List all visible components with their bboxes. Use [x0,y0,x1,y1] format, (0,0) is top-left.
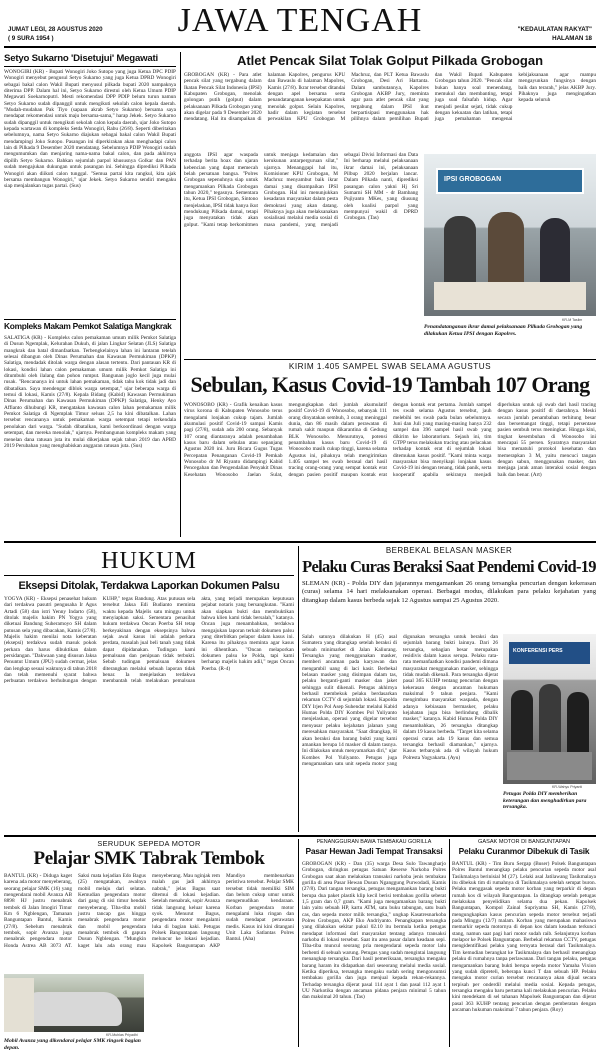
article-headline: Kompleks Makam Pemkot Salatiga Mangkrak [4,321,172,331]
article-body: WONOSOBO (KR) - Grafik kenaikan kasus virus korona di Kabupaten Wonosobo terus mengalami lonjakan cukup tajam. Jumlah akumulasi positif Covid-19 sampai Kamis pagi (27/8), sudah ada 200 orang. Sebanyak 107 orang diantaranya adalah penambahan kasus baru dalam sebulan atau sepanjang Agustus 2020 ini. Juru Bicara Gugus Tugas Percepatan Penanganan Covid-19 Pemkab Wonosobo dr M Riyanto didampingi Kabid Pencegahan dan Pengendalian Penyakit Dinas Kesehatan Wonosobo Jaelan Sulat, mengungkapkan dari jumlah akumulatif positif Covid-19 di Wonosobo, sebanyak 111 orang dinyatakan sembuh, 3 orang meninggal dunia, dan 86 masih dalam perawatan di rumah sakit maupun dikarantina di Gedung BLK Wonosobo. Menurutnya, potensi penambahan kasus baru Covid-19 di Wonosobo masih cukup tinggi, karena selama Agustus ini, pihaknya telah mengirimkan 1.405 sampel tes swab berasal dari hasil tracing orang-orang yang sempat kontak erat dengan pasien positif maupun kontak erat dengan kontak erat pertama. Jumlah sampel tes swab selama Agustus tersebut, jauh melebihi tes swab pada bulan sebelumnya. Juni dan Juli yang masing-masing hanya 232 sampel dan 396 sampel hasil swab yang dikirim ke laboratorium. Sejauh ini, tim GTPP terus melakukan tracing atau pelacakan terhadap kontak erat di sejumlah lokasi ditemukan kasus positif. "Kami minta warga masyarakat bisa menyikapi lonjakan kasus Covid-19 ini dengan tenang, tidak panik, serta kooperatif apabila sekiranya menjadi diperlukan untuk uji swab dari hasil tracing dengan kasus positif di daerahnya. Meski secara jumlah penambahan terhitung besar dan bersemangat tinggi, tetapi persentase pasien sembuh terus meningkat. Hingga kini, tingkat kesembuhan di Wonosobo ini mencapai 55 persen. Syaratnya masyarakat bisa mematuhi protokol kesehatan dan memerapkan 3 M, yaitu mencuci tangan dengan sabun, menggunakan masker, dan menjaga jarak aman interaksi sosial dengan baik dan benar. (Art) [184,402,596,478]
edition-date: JUMAT LEGI, 28 AGUSTUS 2020 [8,26,103,33]
article-headline: Eksepsi Ditolak, Terdakwa Laporkan Dokumen Palsu [18,580,280,592]
kicker: BERBEKAL BELASAN MASKER [385,546,513,555]
article-headline: Setyo Sukarno 'Disetujui' Megawati [4,53,158,64]
masthead-rule [4,46,596,48]
article-headline: Pelaku Curas Beraksi Saat Pendemi Covid-19 [302,557,596,576]
person-figure [488,212,524,288]
slogan: "KEDAULATAN RAKYAT" [517,26,592,33]
article-body: SALATIGA (KR) - Kompleks calon pemakaman umum milik Pemkot Salatiga di Dusun Ngemplak, Kelurahan Dukuh, di jalan Lingkar Selatan (JLS) Salatiga mangkrak dan batal dimanfaatkan. Terbengkelainya lahan ini lantaran tetelah selesai dibangun oleh Dinas Perumahan dan Kawasan Permukiman (DPKP) Salatiga, mendadak ditolak warga dengan alasan tertentu. Dari pantauan KR di lokasi, kondisi lahan calon pemakaman umum milik Pemkot Salatiga ini ditumbuhi oleh ilalang dan pohon rumput. Bangunan joglo kecil juga mulai rusak. "Rencananya ini untuk lahan pemakaman, tidak tahu kok tidak jadi dan dibatalkan. Saya mendengar diblok warga setempat," ujar beberapa warga di temui di lokasi, Kamis (27/8). Kepala Bidang (Kabid) Kawasan Permukiman Dinas Perumahan dan Kawasan Permukiman (DPKP) Salatiga, Henky Ayo Affianto dihubungi KR, mengatakan kawasan calon lahan pemakaman milik Pemkot Salatiga di Ngemplak Timur seluas 2,5 ha kini dibatalkan. Lahan tersebut rencananya untuk pemakaman warga setempat tetapi terkendala penolakan dari warga. "Sudah dibatalkan, kami berkoordinasi dengan warga setempat, dan mereka menolak," ujarnya. Pembangunan kompleks makam yang menelan dana ratusan juta itu mulai dikerjakan sejak tahun 2019 dan APBD 2019 Perubahan yang menghabiskan anggaran ratusan juta. (Sus) [4,335,176,449]
car-shape [26,992,122,1026]
divider [184,359,596,360]
divider [4,319,176,320]
photo-grobogan [424,154,596,316]
kicker: KIRIM 1.405 SAMPEL SWAB SELAMA AGUSTUS [288,362,492,371]
banner-text: KONFERENSI PERS [513,648,563,654]
page-number: HALAMAN 18 [552,35,592,42]
kicker: SERUDUK SEPEDA MOTOR [97,839,201,848]
person-figure [567,692,589,752]
article-lead: SLEMAN (KR) - Polda DIY dan jajarannya mengamankan 26 orang tersangka pencurian dengan kekerasan (curas) selama 14 hari melaksanakan operasi. Berbagai modus, dilakukan para pelaku kejahatan yang ditangkap dalam kasus berbeda sejak 12 Agustus sampai 25 Agustus 2020. [302,580,596,604]
section-banner: HUKUM [4,546,294,576]
article-setyo [4,52,176,317]
article-body: BANTUL (KR) - Tim Buru Sergap (Buser) Polsek Banguntapan Polres Bantul menangkap pelaku pencurian sepeda motor asal Tasikmalaya berinisial M (27). Lelaki asal Jatilawang Tasikmalaya itu dibekuk tim di rumahnya di Tasikmalaya setelah sempat buron. Pelaku menggasak sepeda motor korban yang terparkir di depan rumah kos di wilayah Banguntapan. Ia ditangkap setelah petugas melakukan penyelidikan selama dua pekan. Kapolsek Banguntapan, Kompol Zainal Supriyatna SH, Kamis (27/8), mengungkapkan kasus pencurian sepeda motor tersebut terjadi pada Minggu (12/7) malam. Korban yang merupakan mahasiswa memarkir sepeda motornya di depan kos dalam keadaan terkunci stang, namun saat pagi hari motor sudah raib. Selanjutnya korban melapor ke Polsek Banguntapan. Berbekal rekaman CCTV, petugas mengidentifikasi pelaku yang ternyata berasal dari Tasikmalaya. Tim kemudian berangkat ke Tasikmalaya dan berhasil menangkap pelaku di rumahnya tanpa perlawanan. Dari tangan pelaku, petugas mengamankan barang bukti berupa sepeda motor Yamaha Vixion yang sudah dipreteli, beberapa kunci T dan sebuah HP. Pelaku mengaku motor curian tersebut rencananya akan dijual secara terpisah per onderdil melalui media sosial. Kepada petugas, tersangka mengaku baru pertama kali melakukan pencurian. Pelaku kini mendekam di sel tahanan Mapolsek Banguntapan dan dijerat pasal 363 KUHP tentang pencurian dengan pemberatan dengan ancaman hukuman maksimal 7 tahun penjara. (Roy) [452,861,596,1013]
article-hewan [302,839,446,1047]
article-hukum [4,546,294,832]
person-figure [539,684,561,752]
photo-caption: Mobil Avanza yang dikendarai pelajar SMK ringsek bagian depan. [4,1038,141,1050]
photo-credit: KR-M Taslim [562,318,583,322]
article-grobogan [184,52,596,357]
table [507,752,592,780]
article-smk [4,839,294,1050]
masthead [0,0,600,58]
article-sleman [302,546,596,832]
article-makam [4,322,176,537]
article-covid [184,362,596,540]
photo-sleman [503,634,596,784]
photo-caption: Penandatanganan ikrar damai pelaksanaan Pilkada Grobogan yang dilakukan Ketua IPSI dengan Kapolres. [424,324,583,337]
article-body: GROBOGAN (KR) - Para atlet pencak silat yang tergabung dalam Ikatan Pencak Silat Indonesia (IPSI) Kabupaten Grobogan, menolak golongan putih (golput) dalam pelaksanaan Pilkada Grobogan yang akan digelar pada 9 Desember 2020 mendatang. Hal itu disampaikan di halaman Kapolres, pengurus KPU dan Bawaslu di halaman Mapolres, Kamis (27/8). Ikrar tersebut ditandai dengan apel bersama serta penandatanganan kesepakatan untuk menolak golput. Selain Kapolres, hadir dalam kegiatan tersebut perwakilan KPU Grobogan M Machruz, dan PLT Ketua Bawaslu Grobogan, Desi Ari Hartanta. Dalam sambutannya, Kapolres Grobogan AKBP Jury, meminta agar para atlet pencak silat yang tergabung dalam IPSI ikut berpartisipasi menggunakan hak pilihnya dalam pemilihan Bupati dan Wakil Bupati Kabupaten Grobogan tahun 2020. "Pencak silat bukan hanya soal menendang, memukul dan membanting, tetapi juga soal falsafah hidup. Agar menjadi pesilat sejati, tidak cukup dengan kekuatan dan latihan, tetapi juga pemahaman mengenai kebijaksanaan agar mampu mengayunkan fungsinya dengan baik dan terarah," jelas AKBP Jury. Pihaknya juga mengingatkan kepada seluruh [184,72,596,123]
column-divider [180,52,181,537]
photo-credit: KR-Muhlas Priyadhi [106,1033,138,1037]
column-divider [298,839,299,1047]
article-body: GROBOGAN (KR) - Dan (35) warga Desa Sulo Tawangharjo Grobogan, diringkus petugas Satuan Reserse Narkoba Polres Grobogan saat akan melakukan transaksi narkoba jenis tembakau gorilla di area Pasar Hewan Dusun Nganggung Purwodadi, Kamis (27/8). Dari tangan tersangka, petugas mengamankan barang bukti berupa dua paket plastik klip kecil berisi tembakau gorilla seberat 1,5 gram dan 0,7 gram. "Kami juga mengamankan barang bukti lain yaitu sebuah HP, kartu ATM, satu buku tabungan, satu buah cas, dan sepeda motor milik tersangka," ungkap Kasatresnarkoba Polres Grobogan, AKP Eko Andriyanto. Penangkapan tersangka yang dilakukan sekitar pukul 02.10 itu bermula ketika petugas mendapat informasi dari masyarakat tentang adanya transaksi narkoba di lokasi tersebut. Saat itu area pasar dalam keadaan sepi. Tiba-tiba muncul seorang pria mengendarai sepeda motor lalu berhenti di sebuah warung. Petugas yang sudah mengintai langsung menangkap tersangka. Dari hasil pemeriksaan, tersangka mengaku barang haram itu didapatkan dari seseorang melalui media sosial. Ketika diperiksa, tersangka mengaku sudah sering mengonsumsi tembakau gorilla dan juga menjual kepada rekan-rekannya. Terhadap tersangka dijerat pasal 114 ayat 1 dan pasal 112 ayat 1 UU Narkotika dengan ancaman pidana penjara minimal 5 tahun dan maksimal 20 tahun. (Tas) [302,861,446,1001]
article-body-continued: anggota IPSI agar waspada terhadap berita hoax dan ujaran kebencian yang dapat memecah belah persatuan bangsa. "Polres Grobogan sepenuhnya siap untuk mengamankan Pilkada Grobogan tahun 2020," tegasnya. Sementara itu, Ketua IPSI Grobogan, Sintono menjelaskan, IPSI tidak hanya ikut mendukung Pilkada damai, tetapi juga menyatakan tidak akan golput. "Kami tetap berkomitmen untuk menjaga kedamaian dan kerukunan antarperguruan silat," ujarnya. Menanggapi hal itu, Komisioner KPU Grobogan, M Machruz menyambut baik ikrar damai yang disampaikan IPSI Grobogan. Hal ini menunjukkan kesadaran masyarakat dalam pesta demokrasi yang akan datang. Pihaknya juga akan melaksanakan sosialisasi melalui media sosial di masa pandemi, yang menjadi sebagai Divisi Informasi dan Data Ini berharap melalui pelaksanaan ikrar damai ini, pelaksanaan Pilbup 2020 berjalan lancar. Dalam Pilkada nanti, diprediksi pasangan calon yakni Hj Sri Sumarni SH MM - dr Bambang Pujiyanto MKes, yang diusung oleh koalisi parpol yang mempunyai wakil di DPRD Grobogan. (Tas) [184,152,418,228]
article-body: Salah satunya dilakukan H (45) asal Sumatera yang ditangkap setelah beraksi di sebuah minimarket di Jalan Kaliurang. Tersangka yang menggunakan masker, memberi ancaman pada karyawan dan mengambil uang di laci kasir. Berbekal belasan masker yang disimpan dalam tas, pelaku berganti-ganti masker dan jaket sehingga sulit dikenali. Petugas akhirnya berhasil membekuk pelaku berdasarkan rekaman CCTV di sejumlah lokasi. Kapolda DIY Irjen Pol Asep Suhendar melalui Kabid Humas Polda DIY Kombes Pol Yuliyanto menjelaskan, operasi yang digelar tersebut menyasar pelaku kejahatan jalanan yang meresahkan masyarakat. "Saat ditangkap, H akan beraksi dan barang bukti yang kami amankan berupa 14 masker di dalam tasnya. Ini dilakukan untuk menyamarkan diri," ujar Kombes Pol Yuliyanto. Petugas juga mengamankan satu unit sepeda motor yang digunakan tersangka untuk beraksi dan sejumlah barang bukti lainnya. Dari 26 tersangka, sebagian besar merupakan residivis dalam kasus serupa. Pelaku rata-rata memanfaatkan kondisi pandemi dimana masyarakat menggunakan masker, sehingga tidak mudah dikenali. Para tersangka dijerat pasal 365 KUHP tentang pencurian dengan kekerasan dengan ancaman hukuman maksimal 9 tahun penjara. "Kami mengimbau masyarakat waspada, dengan adanya kebiasaan bermasker, pelaku kejahatan juga bisa berlindung dibalik masker," katanya. Kabid Humas Polda DIY menambahkan, 26 tersangka ditangkap dalam 19 kasus berbeda. "Target kita selama operasi curas ada 19 kasus dan semua tersangka berhasil diamankan," ujarnya. Kasus terbanyak ada di wilayah hukum Polresta Yogyakarta. (Ayu) [302,634,498,767]
kicker: PENANGGURAN BAWA TEMBAKAU GORILLA [316,839,432,845]
article-headline: Pelaku Curanmor Dibekuk di Tasik [458,846,590,856]
wall-shape [4,978,34,1032]
column-divider [449,839,450,1047]
photo-smk [4,974,144,1032]
photo-credit: KR-Wahyu Priyanti [552,785,583,789]
kicker: GASAK MOTOR DI BANGUNTAPAN [478,839,570,845]
divider [4,835,596,837]
article-headline: Pelajar SMK Tabrak Tembok [33,848,265,869]
table [434,282,586,310]
article-body: YOGYA (KR) - Eksepsi penasehat hukum dari terdakwa pasutri pengusaha Ir Agus Artadi (58) dan istri Yenny Indarto (58), ditolak majelis hakim PN Yogya yang diketuai Bandung Suheramoyo SH dalam putusan sela yang dibacakan, Kamis (27/8). Majelis hakim menilai nota keberatan (eksepsi) terdakwa sudah masuk pokok perkara dan harus dibuktikan dalam persidangan. "Dakwaan yang disusun Jaksa Penuntut Umum (JPU) sudah cermat, jelas dan lengkap sesuai waktunya di tahun 2018 dan telah memenuhi syarat bahwa perbuatan terdakwa berhubungan dengan KUHP," tegas Bandung. Atas putusan sela tersebut Jaksa Edi Budianto meminta waktu kepada Majelis satu minggu untuk menyiapkan saksi. Sementara penasihat hukum terdakwa Oncan Poerba SH tetap berkeyakinan dengan eksepsinya bahwa sejak awal kasus ini adalah perkara perdata, masalah jual beli tanah yang tidak dapat dipidanakan. Tudingan kami pemalsuan dan penipuan tidak terbukti. Sebab tudingan pemalsuan dokumen diterangkan melalui sebuah laporan tidak benar. Ia menjelaskan terdakwa membantah telah melakukan pemalsuan akta, yang terjadi merupakan keputusan pejabat notaris yang bersangkutan. "Kami akan siapkan bukti dan membuktikan bahwa klien kami tidak bersalah," katanya. Oncan juga menambahkan, terdakwa mengajukan laporan terkait dokumen palsu yang diterbitkan pelapor dalam kasus ini. Karena itu pihaknya meminta agar kasus ini dihentikan. "Oncan melaporkan dokumen palsu ke Polda, tapi kami berharap majelis hakim adil," tegas Oncan Poerba. (R-4) [4,596,294,685]
article-headline: Sebulan, Kasus Covid-19 Tambah 107 Orang [190,372,590,397]
article-body: BANTUL (KR) - Diduga kaget karena ada motor menyeberang, seorang pelajar SMK (16) yang mengendarai mobil Avanza AB 8898 HJ justru menabrak tembok di Jalan Imogiri Timur Km 6 Ngblengan, Tamanan Banguntapan Bantul, Kamis (27/8). Sebelum menabrak tembok, sopir Avanza juga menabrak pengendara motor Honda Astrea AB 3073 AT. Saksi mata kejadian Edo Bagus (25) mengatakan, awalnya mobil melaju dari selatan. Kemudian pengendara motor dari gang di sisi timur hendak menyeberang. Tiba-tiba mobil justru tancap gas hingga menabrak pengendara motor dan mobil pengendara menabrak tembok di gapura Dusun Ngblengan. "Mungkin kaget lalu ada orang mau menyeberang. Mau nginjak rem malah gas jadi akhirnya nabrak," jelas Bagus saat ditemui di lokasi kejadian. Setelah menabrak, sopir Avanza tidak langsung keluar karena syok. Menurut Bagus, pengendara motor mengalami luka di bagian kaki. Petugas Polsek Banguntapan langsung meluncur ke lokasi kejadian. Kapolsek Banguntapan AKP Mandiyo membenarkan peristiwa tersebut. Pelajar SMK tersebut tidak memiliki SIM dan belum cukup umur untuk mengemudikan kendaraan. Korban pengendara motor mengalami luka ringan dan sudah mendapat perawatan medis. Kasus ini kini ditangani Unit Laka Satlantas Polres Bantul. (Aha) [4,873,294,949]
article-headline: Atlet Pencak Silat Tolak Golput Pilkada Grobogan [236,53,544,68]
person-figure [511,690,533,750]
person-figure [540,218,570,284]
person-figure [444,216,476,286]
masthead-title: JAWA TENGAH [177,2,423,39]
article-tasik [452,839,596,1047]
edition-hijri-date: ( 9 SURA 1954 ) [8,35,54,42]
banner-text: IPSI GROBOGAN [444,176,502,183]
photo-caption: Petugas Polda DIY memberikan keterangan dan menghadirkan para tersangka. [503,791,587,811]
article-body: WONOGIRI (KR) - Bupati Wonogiri Joko Sutopo yang juga Ketua DPC PDIP Wonogiri menyebut pengusul Setyo Sukarno yang juga Ketua DPRD Wonogiri sebagai bakal calon Wakil Bupati menyusul pilkada bupati 2020 nampaknya diterima DPP. Dalam hal ini, Setyo Sukarno direstui oleh Ketua Umum PDIP Megawati Soekarnoputri. Mesti rekomendasi DPP PDIP belum turun namun Setyo Sukarno sudah dipanggil untuk mengikuti sekolah calon kepala daerah. "Mudah-mudahan Pak Tiyo (sapaan akrab Setyo Sukarno) bersama saya mendapat rekomendasi untuk maju bersama-sama," harap Jekek. Setyo Sukarno sudah dipanggil untuk mengikuti sekolah calon kepala daerah, ujar Joko Sutopo kepada wartawan di kompleks Setda Wonogiri, Rabu (26/8). Seperti diberitakan sebelumnya, nama Setyo Sukarno diajukan sebagai bakal calon Wakil Bupati mendampingi Joko Sutopo. Pasangan ini diperkirakan akan menghadapi calon lain di Pilkada 9 Desember 2020 mendatang. Sebelumnya PDIP Wonogiri sudah mengumumkan dan menjaring nama-nama bakal calon, dan pada akhirnya dipilih Setyo Sukarno. Bahkan sejumlah parpol khususnya Golkar dan PAN sudah mengajukan dukungan untuk pasangan ini. Sehingga diprediksi Pilkada Wonogiri akan diikuti calon tunggal. "Semua partai kita rangkul, kita ajak bersama membangun Wonogiri," ujar Jekek. Setyo Sukarno sendiri mengaku siap menjalankan tugas partai. (Sus) [4,69,176,190]
column-divider [298,546,299,832]
article-headline: Pasar Hewan Jadi Tempat Transaksi [305,846,443,856]
divider [4,541,596,543]
